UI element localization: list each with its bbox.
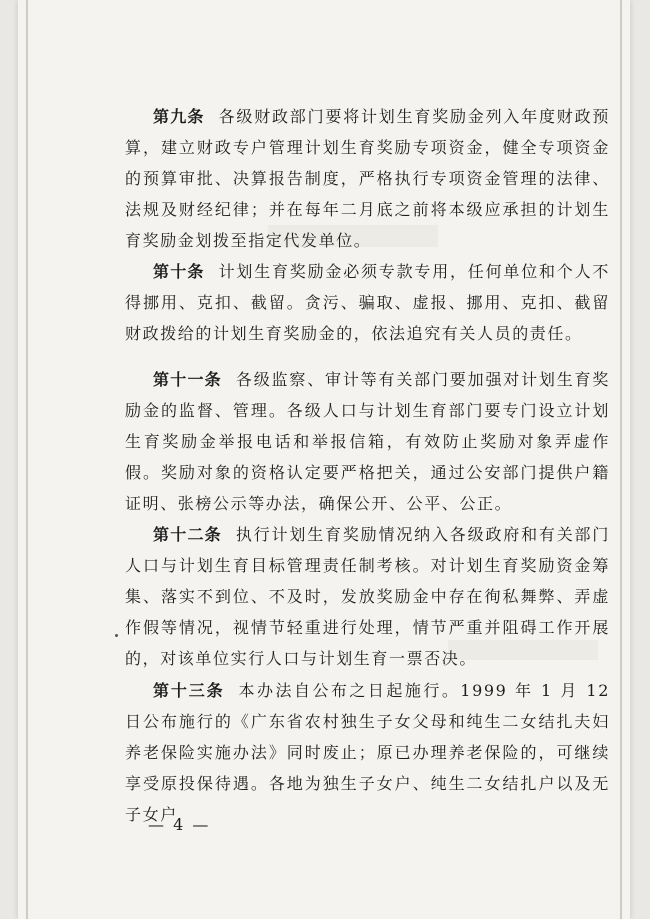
article-13: [125, 675, 610, 830]
page-edge-right: [620, 0, 622, 919]
article-title: 第十二条: [153, 525, 222, 544]
article-10: [125, 256, 610, 349]
article-body: 各级财政部门要将计划生育奖励金列入年度财政预算，建立财政专户管理计划生育奖励专项资金，健全专项资金的预算审批、决算报告制度，严格执行专项资金管理的法律、法规及财经纪律；并在每年二月底之前将本级应承担的计划生育奖励金划拨至指定代发单位。: [125, 107, 610, 250]
article-title: 第十一条: [153, 370, 222, 389]
article-11: [125, 364, 610, 519]
article-title: 第十三条: [153, 681, 225, 700]
article-body: 执行计划生育奖励情况纳入各级政府和有关部门人口与计划生育目标管理责任制考核。对计划生育奖励资金筹集、落实不到位、不及时，发放奖励金中存在徇私舞弊、弄虚作假等情况，视情节轻重进行处理，情节严重并阻碍工作开展的，对该单位实行人口与计划生育一票否决。: [125, 525, 610, 668]
article-body: 计划生育奖励金必须专款专用，任何单位和个人不得挪用、克扣、截留。贪污、骗取、虚报、挪用、克扣、截留财政拨给的计划生育奖励金的，依法追究有关人员的责任。: [125, 262, 610, 343]
article-body: 本办法自公布之日起施行。1999 年 1 月 12 日公布施行的《广东省农村独生子女父母和纯生二女结扎夫妇养老保险实施办法》同时废止；原已办理养老保险的，可继续享受原投保待遇。各地为独生子女户、纯生二女结扎户以及无子女户: [125, 681, 610, 824]
article-title: 第九条: [153, 107, 205, 126]
article-12: [125, 519, 610, 674]
article-body: 各级监察、审计等有关部门要加强对计划生育奖励金的监督、管理。各级人口与计划生育部门要专门设立计划生育奖励金举报电话和举报信箱，有效防止奖励对象弄虚作假。奖励对象的资格认定要严格把关，通过公安部门提供户籍证明、张榜公示等办法，确保公开、公平、公正。: [125, 370, 610, 513]
page-edge-left: [26, 0, 28, 919]
scan-speck: [115, 634, 118, 637]
page-number: — 4 —: [148, 815, 211, 834]
article-title: 第十条: [153, 262, 205, 281]
article-9: [125, 101, 610, 256]
document-page: [18, 0, 630, 919]
